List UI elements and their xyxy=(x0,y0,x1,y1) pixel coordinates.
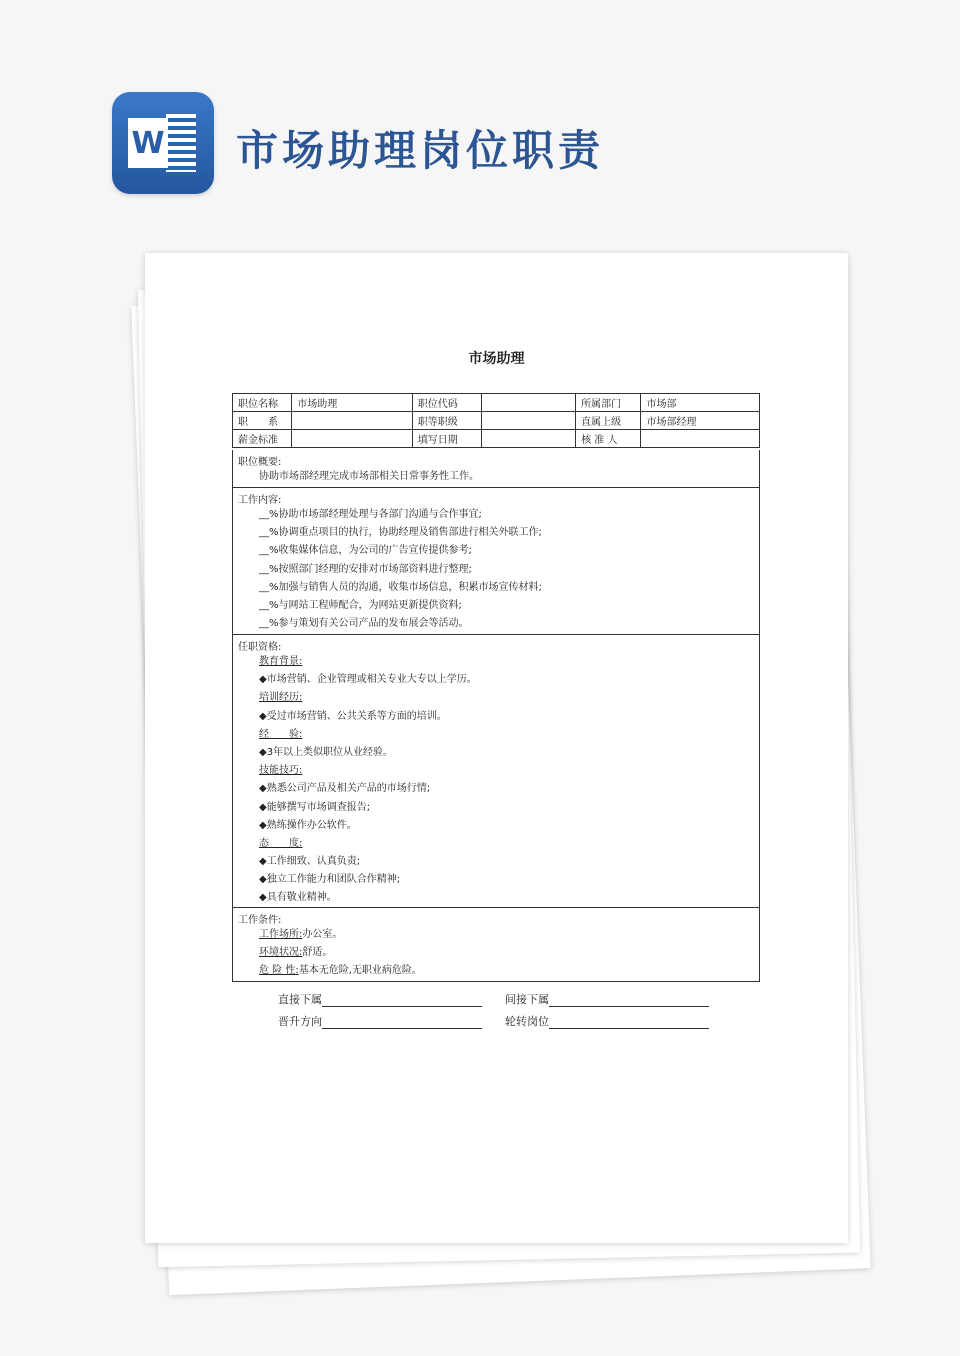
table-cell xyxy=(482,412,576,430)
table-cell: 市场助理 xyxy=(292,394,413,412)
table-cell xyxy=(482,394,576,412)
table-cell: 所属部门 xyxy=(576,394,641,412)
condition-value: 基本无危险,无职业病危险。 xyxy=(298,965,422,977)
list-item: ◆受过市场营销、公共关系等方面的培训。 xyxy=(259,710,447,722)
condition-key: 危 险 性: xyxy=(259,965,299,977)
condition-value: 舒适。 xyxy=(302,947,333,959)
table-cell xyxy=(641,430,760,448)
table-cell xyxy=(482,430,576,448)
signature-label: 轮转岗位 xyxy=(505,1015,549,1028)
list-item: ◆能够撰写市场调查报告; xyxy=(259,801,371,813)
table-cell: 职位代码 xyxy=(412,394,481,412)
list-item: ◆市场营销、企业管理或相关专业大专以上学历。 xyxy=(259,674,477,686)
document-title: 市场助理 xyxy=(468,351,525,367)
signature-blank xyxy=(549,994,709,1007)
list-item: __%按照部门经理的安排对市场部资料进行整理; xyxy=(259,563,472,575)
table-cell xyxy=(292,430,413,448)
list-item: 技能技巧: xyxy=(259,765,303,777)
info-table xyxy=(232,393,760,448)
section-label: 任职资格: xyxy=(238,642,282,653)
table-row xyxy=(233,394,760,412)
condition-value: 办公室。 xyxy=(302,929,343,940)
signature-label: 间接下属 xyxy=(505,993,549,1006)
table-cell: 市场部经理 xyxy=(641,412,760,430)
table-cell: 职 系 xyxy=(233,412,292,430)
summary-section xyxy=(232,450,760,488)
page-title: 市场助理岗位职责 xyxy=(236,126,605,175)
list-item: __%收集媒体信息，为公司的广告宣传提供参考; xyxy=(259,545,472,557)
section-label: 工作条件: xyxy=(238,915,282,926)
word-app-icon xyxy=(112,92,214,194)
table-cell xyxy=(292,412,413,430)
list-item: __%参与策划有关公司产品的发布展会等活动。 xyxy=(259,618,469,630)
section-label: 工作内容: xyxy=(238,495,282,506)
table-cell: 市场部 xyxy=(641,394,760,412)
signature-line-promotion xyxy=(278,1013,482,1029)
list-item: ◆工作细致、认真负责; xyxy=(259,856,361,868)
condition-key: 工作场所: xyxy=(259,929,303,940)
table-cell: 职等职级 xyxy=(412,412,481,430)
qualifications-section xyxy=(232,635,760,908)
table-cell: 薪金标准 xyxy=(233,430,292,448)
list-item: __%加强与销售人员的沟通，收集市场信息，积累市场宣传材料; xyxy=(259,581,542,593)
word-letter-icon: W xyxy=(128,118,168,168)
table-cell: 职位名称 xyxy=(233,394,292,412)
list-item: __%协助市场部经理处理与各部门沟通与合作事宜; xyxy=(259,509,482,520)
list-item: 态 度: xyxy=(259,837,303,849)
section-label: 职位概要: xyxy=(238,457,282,468)
signature-blank xyxy=(549,1016,709,1029)
signature-label: 晋升方向 xyxy=(278,1015,322,1028)
list-item: ◆独立工作能力和团队合作精神; xyxy=(259,874,401,886)
signature-blank xyxy=(322,994,482,1007)
table-cell: 直属上级 xyxy=(576,412,641,430)
list-item: ◆熟悉公司产品及相关产品的市场行情; xyxy=(259,783,431,795)
list-item: __%协调重点项目的执行，协助经理及销售部进行相关外联工作; xyxy=(259,527,542,539)
list-item: 教育背景: xyxy=(259,656,303,667)
signature-line-rotation xyxy=(505,1013,709,1029)
list-item: 协助市场部经理完成市场部相关日常事务性工作。 xyxy=(259,471,479,482)
list-item xyxy=(233,962,759,980)
document-page xyxy=(145,253,848,1243)
list-item: ◆3年以上类似职位从业经验。 xyxy=(259,746,394,758)
list-item: ◆具有敬业精神。 xyxy=(259,892,337,904)
signature-label: 直接下属 xyxy=(278,993,322,1006)
list-item xyxy=(233,944,759,962)
list-item: ◆熟练操作办公软件。 xyxy=(259,819,357,831)
list-item: 经 验: xyxy=(259,728,303,740)
condition-key: 环境状况: xyxy=(259,947,303,959)
signature-blank xyxy=(322,1016,482,1029)
list-item: 培训经历: xyxy=(259,692,303,704)
list-item: __%与网站工程师配合，为网站更新提供资料; xyxy=(259,599,462,611)
document-lines-icon xyxy=(166,114,196,172)
signature-line-direct-reports xyxy=(278,991,482,1007)
list-item xyxy=(233,926,759,944)
signature-line-indirect-reports xyxy=(505,991,709,1007)
table-cell: 填写日期 xyxy=(412,430,481,448)
table-row xyxy=(233,412,760,430)
duties-section xyxy=(232,488,760,635)
table-cell: 核 准 人 xyxy=(576,430,641,448)
table-row xyxy=(233,430,760,448)
conditions-section xyxy=(232,908,760,982)
